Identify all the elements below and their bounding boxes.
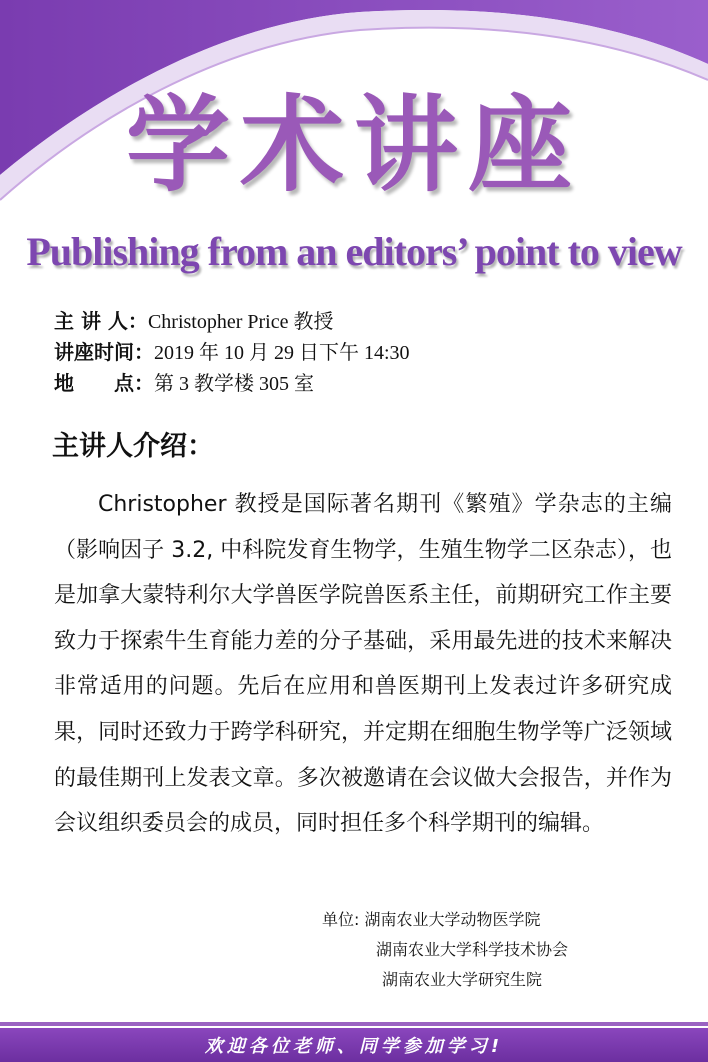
organizer-line-2: 湖南农业大学科学技术协会	[376, 940, 569, 959]
title-chinese: 学术讲座	[125, 84, 582, 206]
place-value: 第 3 教学楼 305 室	[154, 373, 314, 395]
speaker-bio: Christopher 教授是国际著名期刊《繁殖》学杂志的主编（影响因子 3.2, 中科院发育生物学，生殖生物学二区杂志），也是加拿大蒙特利尔大学兽医学院兽医系主任，前期研究工作主要致力于探索牛生育能力差的分子基础，采用最先进的技术来解决非常适用的问题。先后在应用和兽医期刊上发表过许多研究成果，同时还致力于跨学科研究，并定期在细胞生物学等广泛领域的最佳期刊上发表文章。多次被邀请在会议做大会报告，并作为会议组织委员会的成员，同时担任多个科学期刊的编辑。	[54, 492, 672, 837]
footer-stripe	[0, 1022, 708, 1026]
title-english: Publishing from an editors’ point to view	[26, 229, 682, 274]
speaker-value: Christopher Price 教授	[147, 311, 334, 333]
footer-text: 欢迎各位老师、同学参加学习!	[204, 1036, 504, 1057]
intro-heading: 主讲人介绍：	[52, 431, 214, 462]
speaker-label: 主 讲 人：	[54, 309, 148, 333]
footer-banner	[0, 1028, 708, 1062]
organizers	[322, 905, 568, 995]
time-row	[54, 337, 410, 368]
place-label: 地 点：	[54, 371, 154, 395]
speaker-row	[54, 306, 410, 337]
place-row	[54, 368, 410, 399]
organizer-line-1: 单位: 湖南农业大学动物医学院	[322, 910, 541, 929]
organizer-line-3: 湖南农业大学研究生院	[382, 970, 543, 989]
lecture-info	[54, 306, 410, 399]
time-label: 讲座时间：	[54, 340, 154, 364]
time-value: 2019 年 10 月 29 日下午 14:30	[154, 342, 410, 364]
